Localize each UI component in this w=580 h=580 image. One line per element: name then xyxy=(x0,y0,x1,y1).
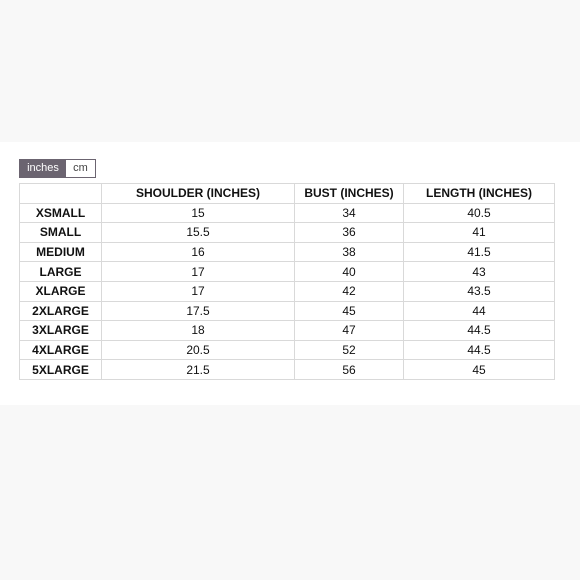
length-value: 44.5 xyxy=(404,321,555,341)
size-table xyxy=(19,183,555,380)
size-label: XSMALL xyxy=(20,203,102,223)
bust-value: 56 xyxy=(295,360,404,380)
bust-value: 47 xyxy=(295,321,404,341)
size-chart-panel xyxy=(0,142,580,405)
table-row xyxy=(20,262,555,282)
shoulder-value: 18 xyxy=(102,321,295,341)
header-size xyxy=(20,184,102,204)
length-value: 44 xyxy=(404,301,555,321)
shoulder-value: 17.5 xyxy=(102,301,295,321)
size-label: 2XLARGE xyxy=(20,301,102,321)
bust-value: 45 xyxy=(295,301,404,321)
length-value: 43.5 xyxy=(404,281,555,301)
bust-value: 42 xyxy=(295,281,404,301)
bust-value: 36 xyxy=(295,223,404,243)
length-value: 41.5 xyxy=(404,242,555,262)
size-label: 3XLARGE xyxy=(20,321,102,341)
unit-toggle xyxy=(19,159,96,178)
length-value: 40.5 xyxy=(404,203,555,223)
bust-value: 34 xyxy=(295,203,404,223)
length-value: 43 xyxy=(404,262,555,282)
table-row xyxy=(20,242,555,262)
size-label: MEDIUM xyxy=(20,242,102,262)
shoulder-value: 15 xyxy=(102,203,295,223)
shoulder-value: 17 xyxy=(102,262,295,282)
size-label: 4XLARGE xyxy=(20,340,102,360)
header-shoulder: SHOULDER (INCHES) xyxy=(102,184,295,204)
shoulder-value: 21.5 xyxy=(102,360,295,380)
table-header-row xyxy=(20,184,555,204)
bust-value: 40 xyxy=(295,262,404,282)
table-row xyxy=(20,203,555,223)
shoulder-value: 15.5 xyxy=(102,223,295,243)
shoulder-value: 20.5 xyxy=(102,340,295,360)
header-bust: BUST (INCHES) xyxy=(295,184,404,204)
size-label: SMALL xyxy=(20,223,102,243)
table-row xyxy=(20,281,555,301)
table-row xyxy=(20,301,555,321)
header-length: LENGTH (INCHES) xyxy=(404,184,555,204)
unit-inches-button[interactable]: inches xyxy=(20,160,66,177)
size-label: 5XLARGE xyxy=(20,360,102,380)
table-row xyxy=(20,360,555,380)
size-label: XLARGE xyxy=(20,281,102,301)
shoulder-value: 17 xyxy=(102,281,295,301)
bust-value: 52 xyxy=(295,340,404,360)
unit-cm-button[interactable]: cm xyxy=(66,160,95,177)
length-value: 41 xyxy=(404,223,555,243)
shoulder-value: 16 xyxy=(102,242,295,262)
bust-value: 38 xyxy=(295,242,404,262)
table-row xyxy=(20,321,555,341)
table-row xyxy=(20,340,555,360)
table-row xyxy=(20,223,555,243)
size-label: LARGE xyxy=(20,262,102,282)
length-value: 44.5 xyxy=(404,340,555,360)
length-value: 45 xyxy=(404,360,555,380)
